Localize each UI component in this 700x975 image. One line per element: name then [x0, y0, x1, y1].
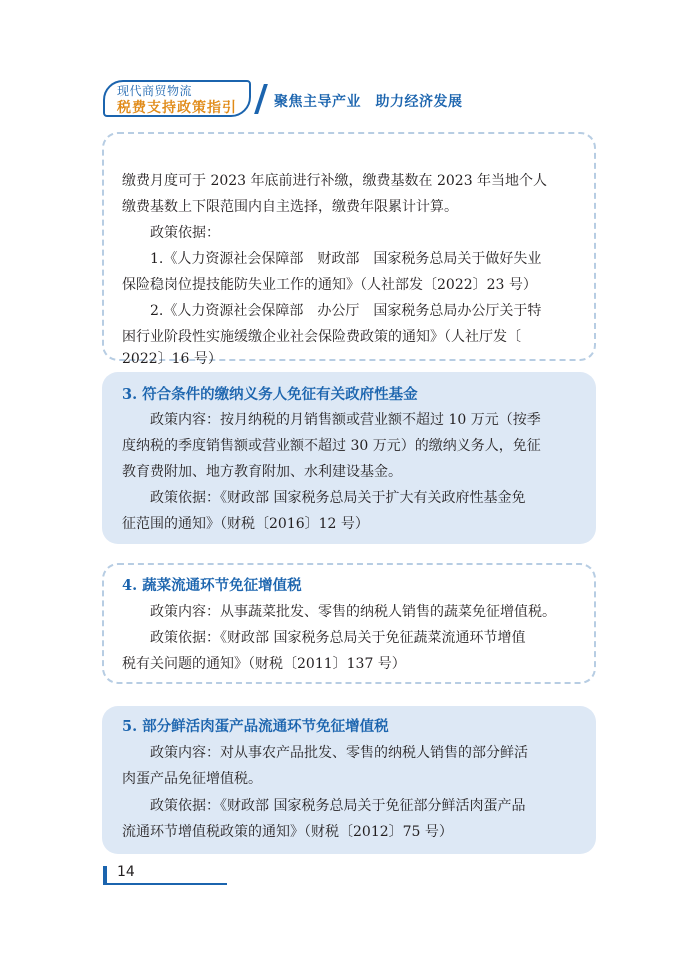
- section-5-line: 流通环节增值税政策的通知》（财税〔2012〕75 号）: [122, 824, 453, 840]
- header-title: 税费支持政策指引: [117, 100, 237, 116]
- section-prev-line: 2.《人力资源社会保障部 办公厅 国家税务总局办公厅关于特: [150, 303, 542, 319]
- section-4-line: 政策内容：从事蔬菜批发、零售的纳税人销售的蔬菜免征增值税。: [150, 604, 556, 620]
- section-4-line: 税有关问题的通知》（财税〔2011〕137 号）: [122, 656, 406, 672]
- page-number: 14: [117, 864, 135, 880]
- section-prev-line: 缴费基数上下限范围内自主选择，缴费年限累计计算。: [122, 199, 458, 215]
- section-3-line: 政策依据：《财政部 国家税务总局关于扩大有关政府性基金免: [150, 490, 526, 506]
- section-5-title: 5. 部分鲜活肉蛋产品流通环节免征增值税: [122, 718, 389, 735]
- section-prev-line: 2022〕16 号）: [122, 351, 222, 367]
- footer-underline: [103, 883, 227, 885]
- section-prev-line: 政策依据：: [150, 225, 220, 241]
- section-3-line: 教育费附加、地方教育附加、水利建设基金。: [122, 464, 402, 480]
- section-prev-line: 保险稳岗位提技能防失业工作的通知》（人社部发〔2022〕23 号）: [122, 277, 537, 293]
- section-3-title: 3. 符合条件的缴纳义务人免征有关政府性基金: [122, 386, 418, 403]
- section-prev-line: 1.《人力资源社会保障部 财政部 国家税务总局关于做好失业: [150, 251, 542, 267]
- section-4-title: 4. 蔬菜流通环节免征增值税: [122, 577, 302, 594]
- header-divider: [254, 84, 268, 114]
- section-prev-line: 困行业阶段性实施缓缴企业社会保险费政策的通知》（人社厅发〔: [122, 329, 521, 345]
- header-slogan: 聚焦主导产业 助力经济发展: [274, 94, 463, 110]
- section-5-line: 肉蛋产品免征增值税。: [122, 771, 262, 787]
- section-4-line: 政策依据：《财政部 国家税务总局关于免征蔬菜流通环节增值: [150, 630, 526, 646]
- section-prev-line: 缴费月度可于 2023 年底前进行补缴，缴费基数在 2023 年当地个人: [122, 173, 548, 189]
- section-5-line: 政策内容：对从事农产品批发、零售的纳税人销售的部分鲜活: [150, 745, 528, 761]
- section-3-line: 征范围的通知》（财税〔2016〕12 号）: [122, 516, 369, 532]
- section-5-line: 政策依据：《财政部 国家税务总局关于免征部分鲜活肉蛋产品: [150, 798, 526, 814]
- header-subtitle: 现代商贸物流: [117, 84, 193, 98]
- section-3-line: 度纳税的季度销售额或营业额不超过 30 万元）的缴纳义务人，免征: [122, 438, 541, 454]
- section-3-line: 政策内容：按月纳税的月销售额或营业额不超过 10 万元（按季: [150, 412, 541, 428]
